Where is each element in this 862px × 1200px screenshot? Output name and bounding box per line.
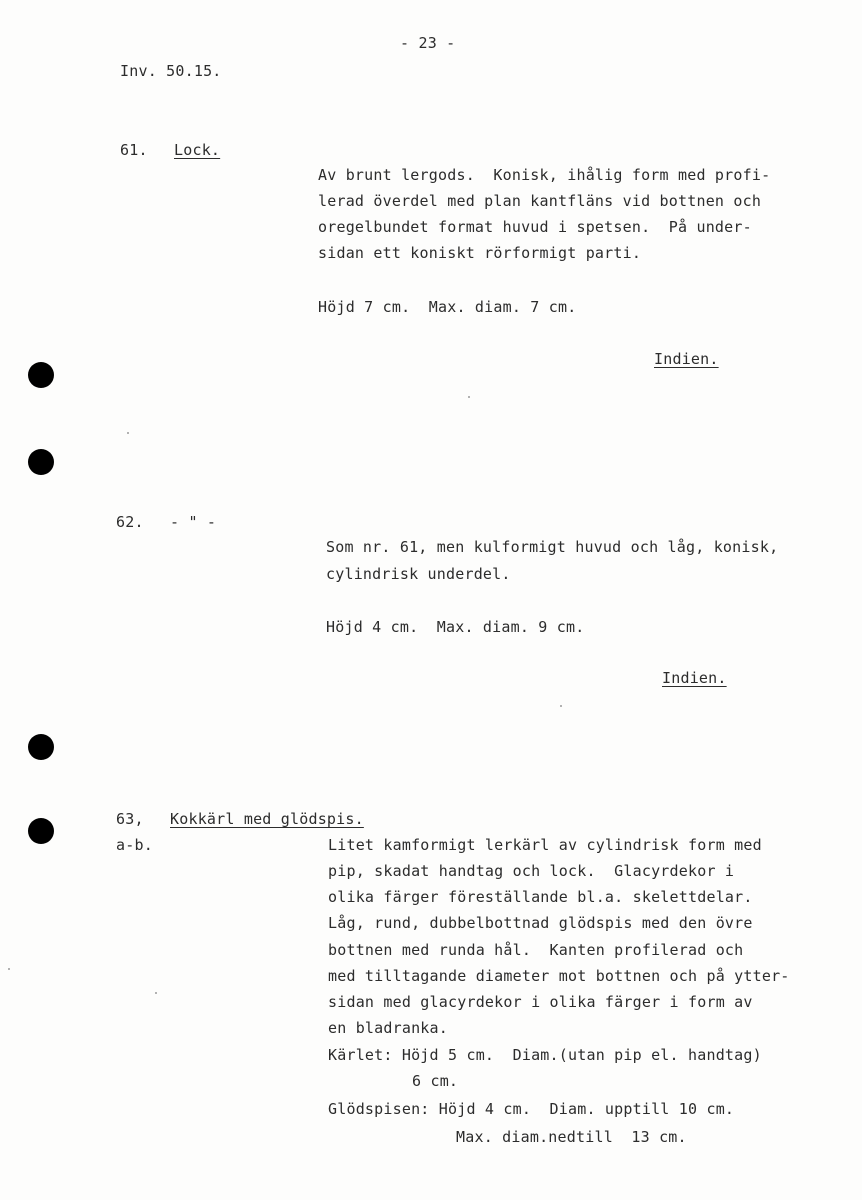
entry-description-line: en bladranka. (328, 1019, 448, 1037)
scan-speck (560, 705, 562, 707)
entry-title: - " - (170, 513, 217, 531)
entry-number: 61. (120, 141, 148, 159)
entry-description-line: med tilltagande diameter mot bottnen och på ytter- (328, 967, 790, 985)
entry-description-line: olika färger föreställande bl.a. skelettdelar. (328, 888, 753, 906)
entry-description-line: lerad överdel med plan kantfläns vid bottnen och (318, 192, 762, 210)
entry-title: Lock. (174, 141, 221, 159)
inventory-number: Inv. 50.15. (120, 62, 222, 80)
entry-dimensions: Kärlet: Höjd 5 cm. Diam.(utan pip el. handtag) (328, 1046, 762, 1064)
entry-dimensions: Max. diam.nedtill 13 cm. (456, 1128, 687, 1146)
entry-description-line: sidan ett koniskt rörformigt parti. (318, 244, 642, 262)
scan-speck (8, 968, 10, 970)
entry-description-line: sidan med glacyrdekor i olika färger i form av (328, 993, 753, 1011)
entry-description-line: pip, skadat handtag och lock. Glacyrdekor i (328, 862, 735, 880)
punch-hole (28, 362, 54, 388)
entry-description-line: Litet kamformigt lerkärl av cylindrisk form med (328, 836, 762, 854)
entry-dimensions: 6 cm. (412, 1072, 459, 1090)
entry-dimensions: Höjd 4 cm. Max. diam. 9 cm. (326, 618, 585, 636)
entry-origin: Indien. (662, 669, 727, 687)
entry-description-line: Låg, rund, dubbelbottnad glödspis med den övre (328, 914, 753, 932)
entry-origin: Indien. (654, 350, 719, 368)
page-number: - 23 - (400, 34, 456, 52)
entry-dimensions: Glödspisen: Höjd 4 cm. Diam. upptill 10 cm. (328, 1100, 735, 1118)
scan-speck (155, 992, 157, 994)
entry-sub-number: a-b. (116, 836, 153, 854)
entry-number: 62. (116, 513, 144, 531)
entry-description-line: Av brunt lergods. Konisk, ihålig form med profi- (318, 166, 771, 184)
punch-hole (28, 734, 54, 760)
entry-description-line: cylindrisk underdel. (326, 565, 511, 583)
entry-description-line: oregelbundet format huvud i spetsen. På under- (318, 218, 752, 236)
entry-number: 63, (116, 810, 144, 828)
entry-description-line: Som nr. 61, men kulformigt huvud och låg, konisk, (326, 538, 779, 556)
punch-hole (28, 818, 54, 844)
punch-hole (28, 449, 54, 475)
entry-description-line: bottnen med runda hål. Kanten profilerad och (328, 941, 744, 959)
scan-speck (468, 396, 470, 398)
entry-dimensions: Höjd 7 cm. Max. diam. 7 cm. (318, 298, 577, 316)
entry-title: Kokkärl med glödspis. (170, 810, 364, 828)
scan-speck (127, 432, 129, 434)
